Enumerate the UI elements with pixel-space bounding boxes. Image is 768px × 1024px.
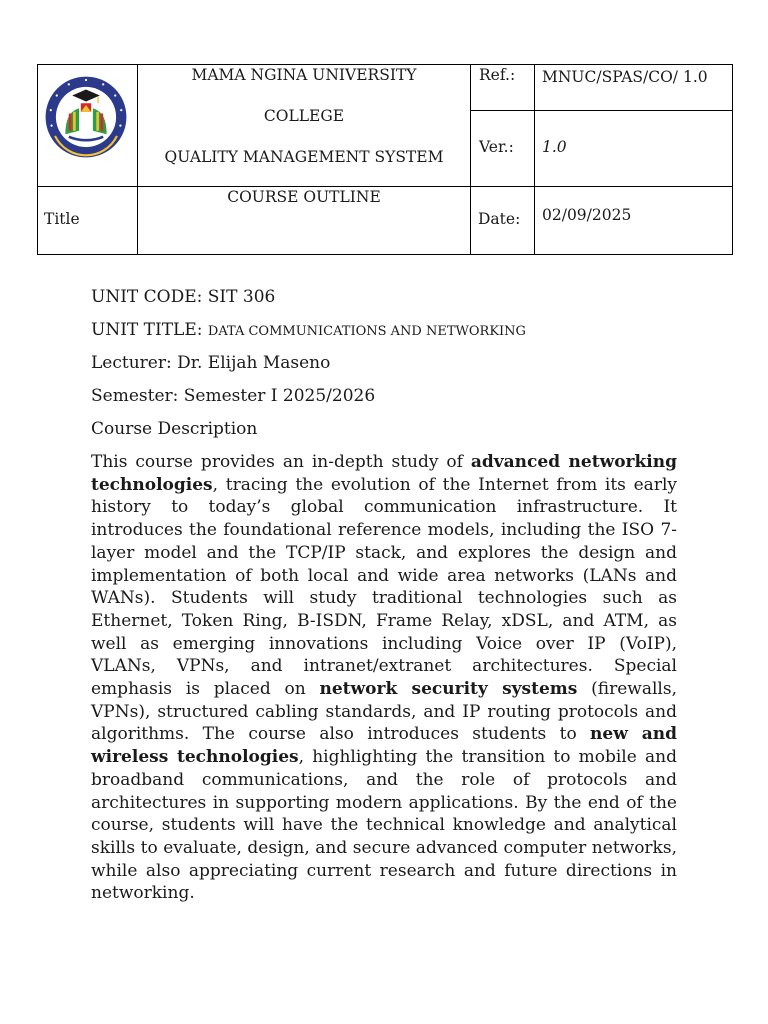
unit-title-value: DATA COMMUNICATIONS AND NETWORKING [207,324,526,339]
quality-management-system: QUALITY MANAGEMENT SYSTEM [164,148,444,166]
university-logo-icon [43,74,129,160]
desc-text-1: This course provides an in-depth study of [91,452,471,472]
date-label: Date: [478,210,521,228]
desc-bold-1: advanced networking technologies [91,452,677,495]
divider-labels [534,64,535,254]
ref-value: MNUC/SPAS/CO/ 1.0 [542,68,708,86]
institution-block [138,64,470,166]
divider-center [470,64,471,254]
institution-line2: COLLEGE [263,107,345,125]
unit-details [91,284,677,449]
ref-label: Ref.: [479,66,516,84]
semester-label: Semester: [91,386,179,406]
course-description-paragraph [91,451,677,905]
unit-code-line [91,284,677,317]
semester-value: Semester I 2025/2026 [183,386,376,406]
desc-text-4: , highlighting the transition to mobile and broadband communications, and the role of protocols and architectures in supporting modern applications. By the end of the course, students will have the technical knowledge and analytical skills to evaluate, design, and secure advanced computer networks, while also appreciating current research and future directions in networking. [91,747,677,904]
lecturer-label: Lecturer: [91,353,172,373]
lecturer-line [91,350,677,383]
divider-ref-ver [470,110,732,111]
desc-text-3: (firewalls, VPNs), structured cabling standards, and IP routing protocols and algorithms. The course also introduces students to [91,679,677,745]
ver-label: Ver.: [479,138,514,156]
unit-title-label: UNIT TITLE: [91,320,203,340]
lecturer-value: Dr. Elijah Maseno [177,353,331,373]
desc-bold-2: network security systems [319,679,578,700]
unit-code-value: SIT 306 [207,287,276,307]
institution-line1: MAMA NGINA UNIVERSITY [191,66,417,84]
header-grid [37,64,732,254]
course-outline-title: COURSE OUTLINE [227,188,381,206]
title-label: Title [44,210,80,228]
unit-title-line [91,317,677,350]
desc-bold-3: new and wireless technologies [91,724,677,768]
semester-line [91,383,677,416]
ver-value: 1.0 [542,138,567,156]
course-description-heading: Course Description [91,419,258,439]
unit-code-label: UNIT CODE: [91,287,203,307]
date-value: 02/09/2025 [542,206,632,224]
desc-text-2: , tracing the evolution of the Internet from its early history to today’s global communication infrastructure. It introduces the foundational reference models, including the ISO 7-layer model and the TCP/IP stack, and explores the design and implementation of both local and wide area networks (LANs and WANs). Students will study traditional technologies such as Ethernet, Token Ring, B-ISDN, Frame Relay, xDSL, and ATM, as well as emerging innovations including Voice over IP (VoIP), VLANs, VPNs, and intranet/extranet architectures. Special emphasis is placed on [91,474,677,700]
divider-title-row [37,186,732,187]
